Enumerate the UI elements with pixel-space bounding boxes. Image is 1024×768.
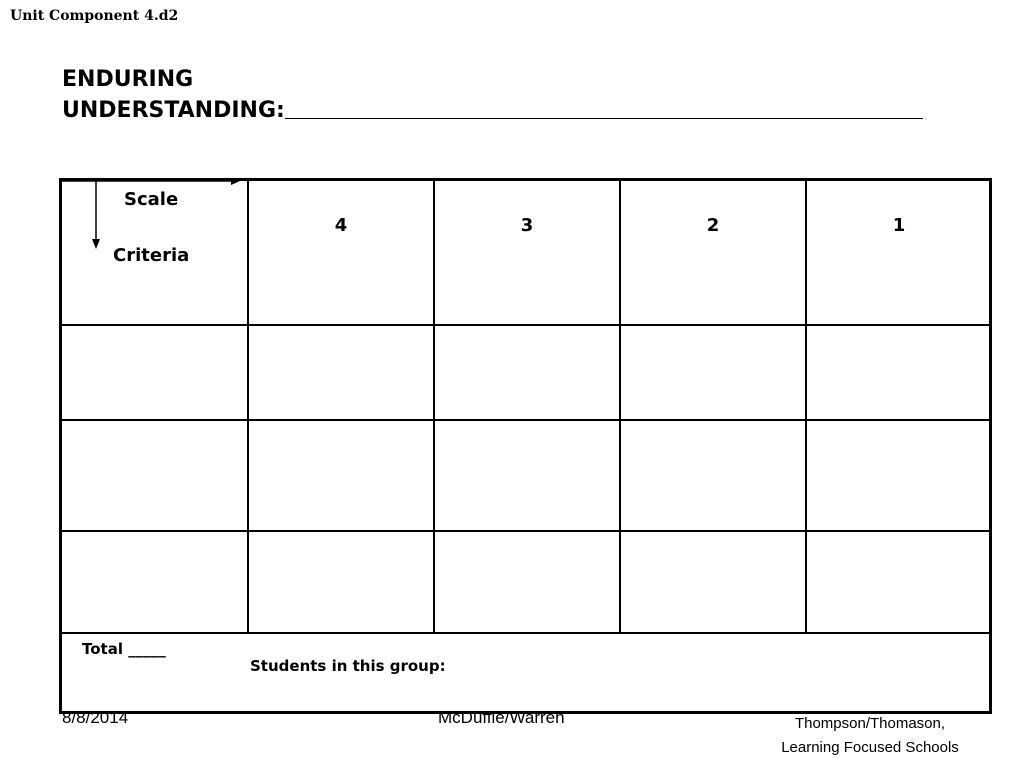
row-divider	[62, 419, 989, 421]
column-divider	[619, 181, 621, 632]
score-header-1: 1	[892, 215, 906, 236]
score-header-4: 4	[334, 215, 348, 236]
total-label: Total _____	[82, 640, 166, 658]
rubric-table	[59, 178, 992, 714]
footer-author: McDuffie/Warren	[438, 708, 565, 727]
page-title	[62, 64, 923, 126]
score-header-3: 3	[520, 215, 534, 236]
row-divider	[62, 632, 989, 634]
footer-credit	[765, 712, 975, 760]
criteria-arrow-icon	[88, 181, 104, 253]
score-header-2: 2	[706, 215, 720, 236]
scale-label: Scale	[124, 189, 179, 210]
row-divider	[62, 530, 989, 532]
title-blank-line	[285, 98, 923, 119]
column-divider	[433, 181, 435, 632]
title-line-2: UNDERSTANDING:	[62, 98, 285, 123]
footer-date: 8/8/2014	[62, 708, 129, 727]
students-group-label: Students in this group:	[250, 657, 446, 675]
footer-credit-line-2: Learning Focused Schools	[781, 739, 959, 756]
column-divider	[805, 181, 807, 632]
unit-component-label: Unit Component 4.d2	[10, 8, 179, 24]
column-divider	[247, 181, 249, 632]
title-line-1: ENDURING	[62, 67, 194, 92]
footer-credit-line-1: Thompson/Thomason,	[794, 715, 946, 732]
row-divider	[62, 324, 989, 326]
criteria-label: Criteria	[113, 245, 190, 266]
